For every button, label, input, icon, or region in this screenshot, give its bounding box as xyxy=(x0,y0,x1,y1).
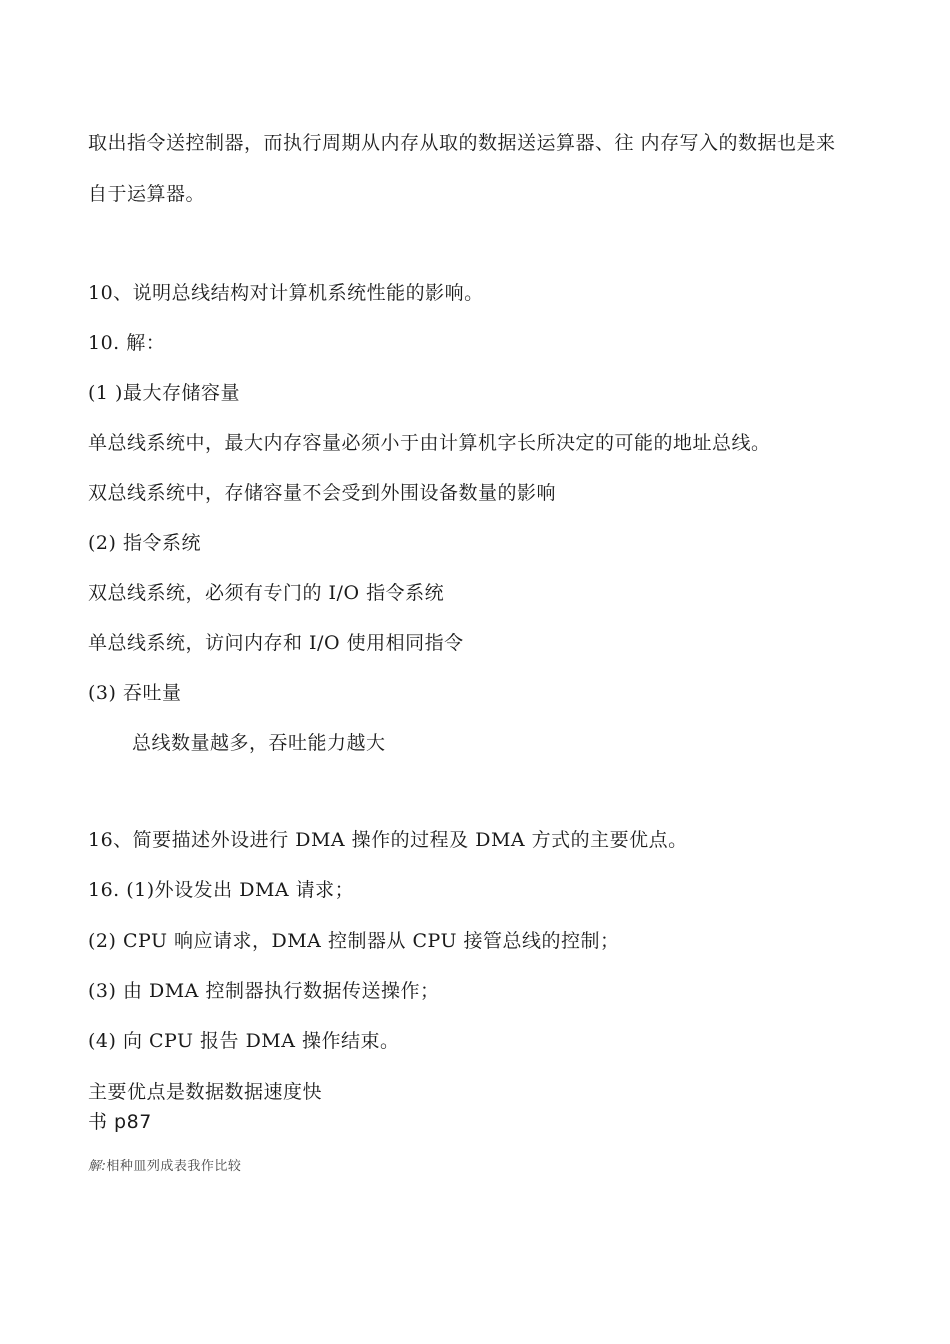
answer-16-step-4: (4) 向 CPU 报告 DMA 操作结束。 xyxy=(88,1030,400,1052)
text-line: 主要优点是数据数据速度快 xyxy=(88,1081,323,1103)
text-line: 单总线系统中，最大内存容量必须小于由计算机字长所决定的可能的地址总线。 xyxy=(88,432,771,454)
answer-10-label: 10. 解： xyxy=(88,332,166,354)
text-line: 双总线系统，必须有专门的 I/O 指令系统 xyxy=(88,582,445,604)
text-line: 总线数量越多，吞吐能力越大 xyxy=(132,732,386,754)
text-line: 取出指令送控制器，而执行周期从内存从取的数据送运算器、往 内存写入的数据也是来 xyxy=(88,132,836,154)
text-line: 自于运算器。 xyxy=(88,183,206,205)
subheading-instruction-set: (2) 指令系统 xyxy=(88,532,201,554)
question-16-heading: 16、简要描述外设进行 DMA 操作的过程及 DMA 方式的主要优点。 xyxy=(88,829,688,851)
footnote-prefix: 解: xyxy=(88,1159,107,1174)
footnote xyxy=(88,1158,241,1176)
footnote-text: 相种皿列成表我作比较 xyxy=(106,1159,242,1174)
book-reference: 书 p87 xyxy=(88,1111,152,1133)
answer-16-step-3: (3) 由 DMA 控制器执行数据传送操作； xyxy=(88,980,440,1002)
subheading-throughput: (3) 吞吐量 xyxy=(88,682,182,704)
answer-16-step-2: (2) CPU 响应请求，DMA 控制器从 CPU 接管总线的控制； xyxy=(88,930,620,952)
subheading-max-capacity: (1 )最大存储容量 xyxy=(88,382,240,404)
text-line: 单总线系统，访问内存和 I/O 使用相同指令 xyxy=(88,632,464,654)
question-10-heading: 10、说明总线结构对计算机系统性能的影响。 xyxy=(88,282,484,304)
text-line: 双总线系统中，存储容量不会受到外围设备数量的影响 xyxy=(88,482,557,504)
answer-16-step-1: 16. (1)外设发出 DMA 请求； xyxy=(88,879,355,901)
